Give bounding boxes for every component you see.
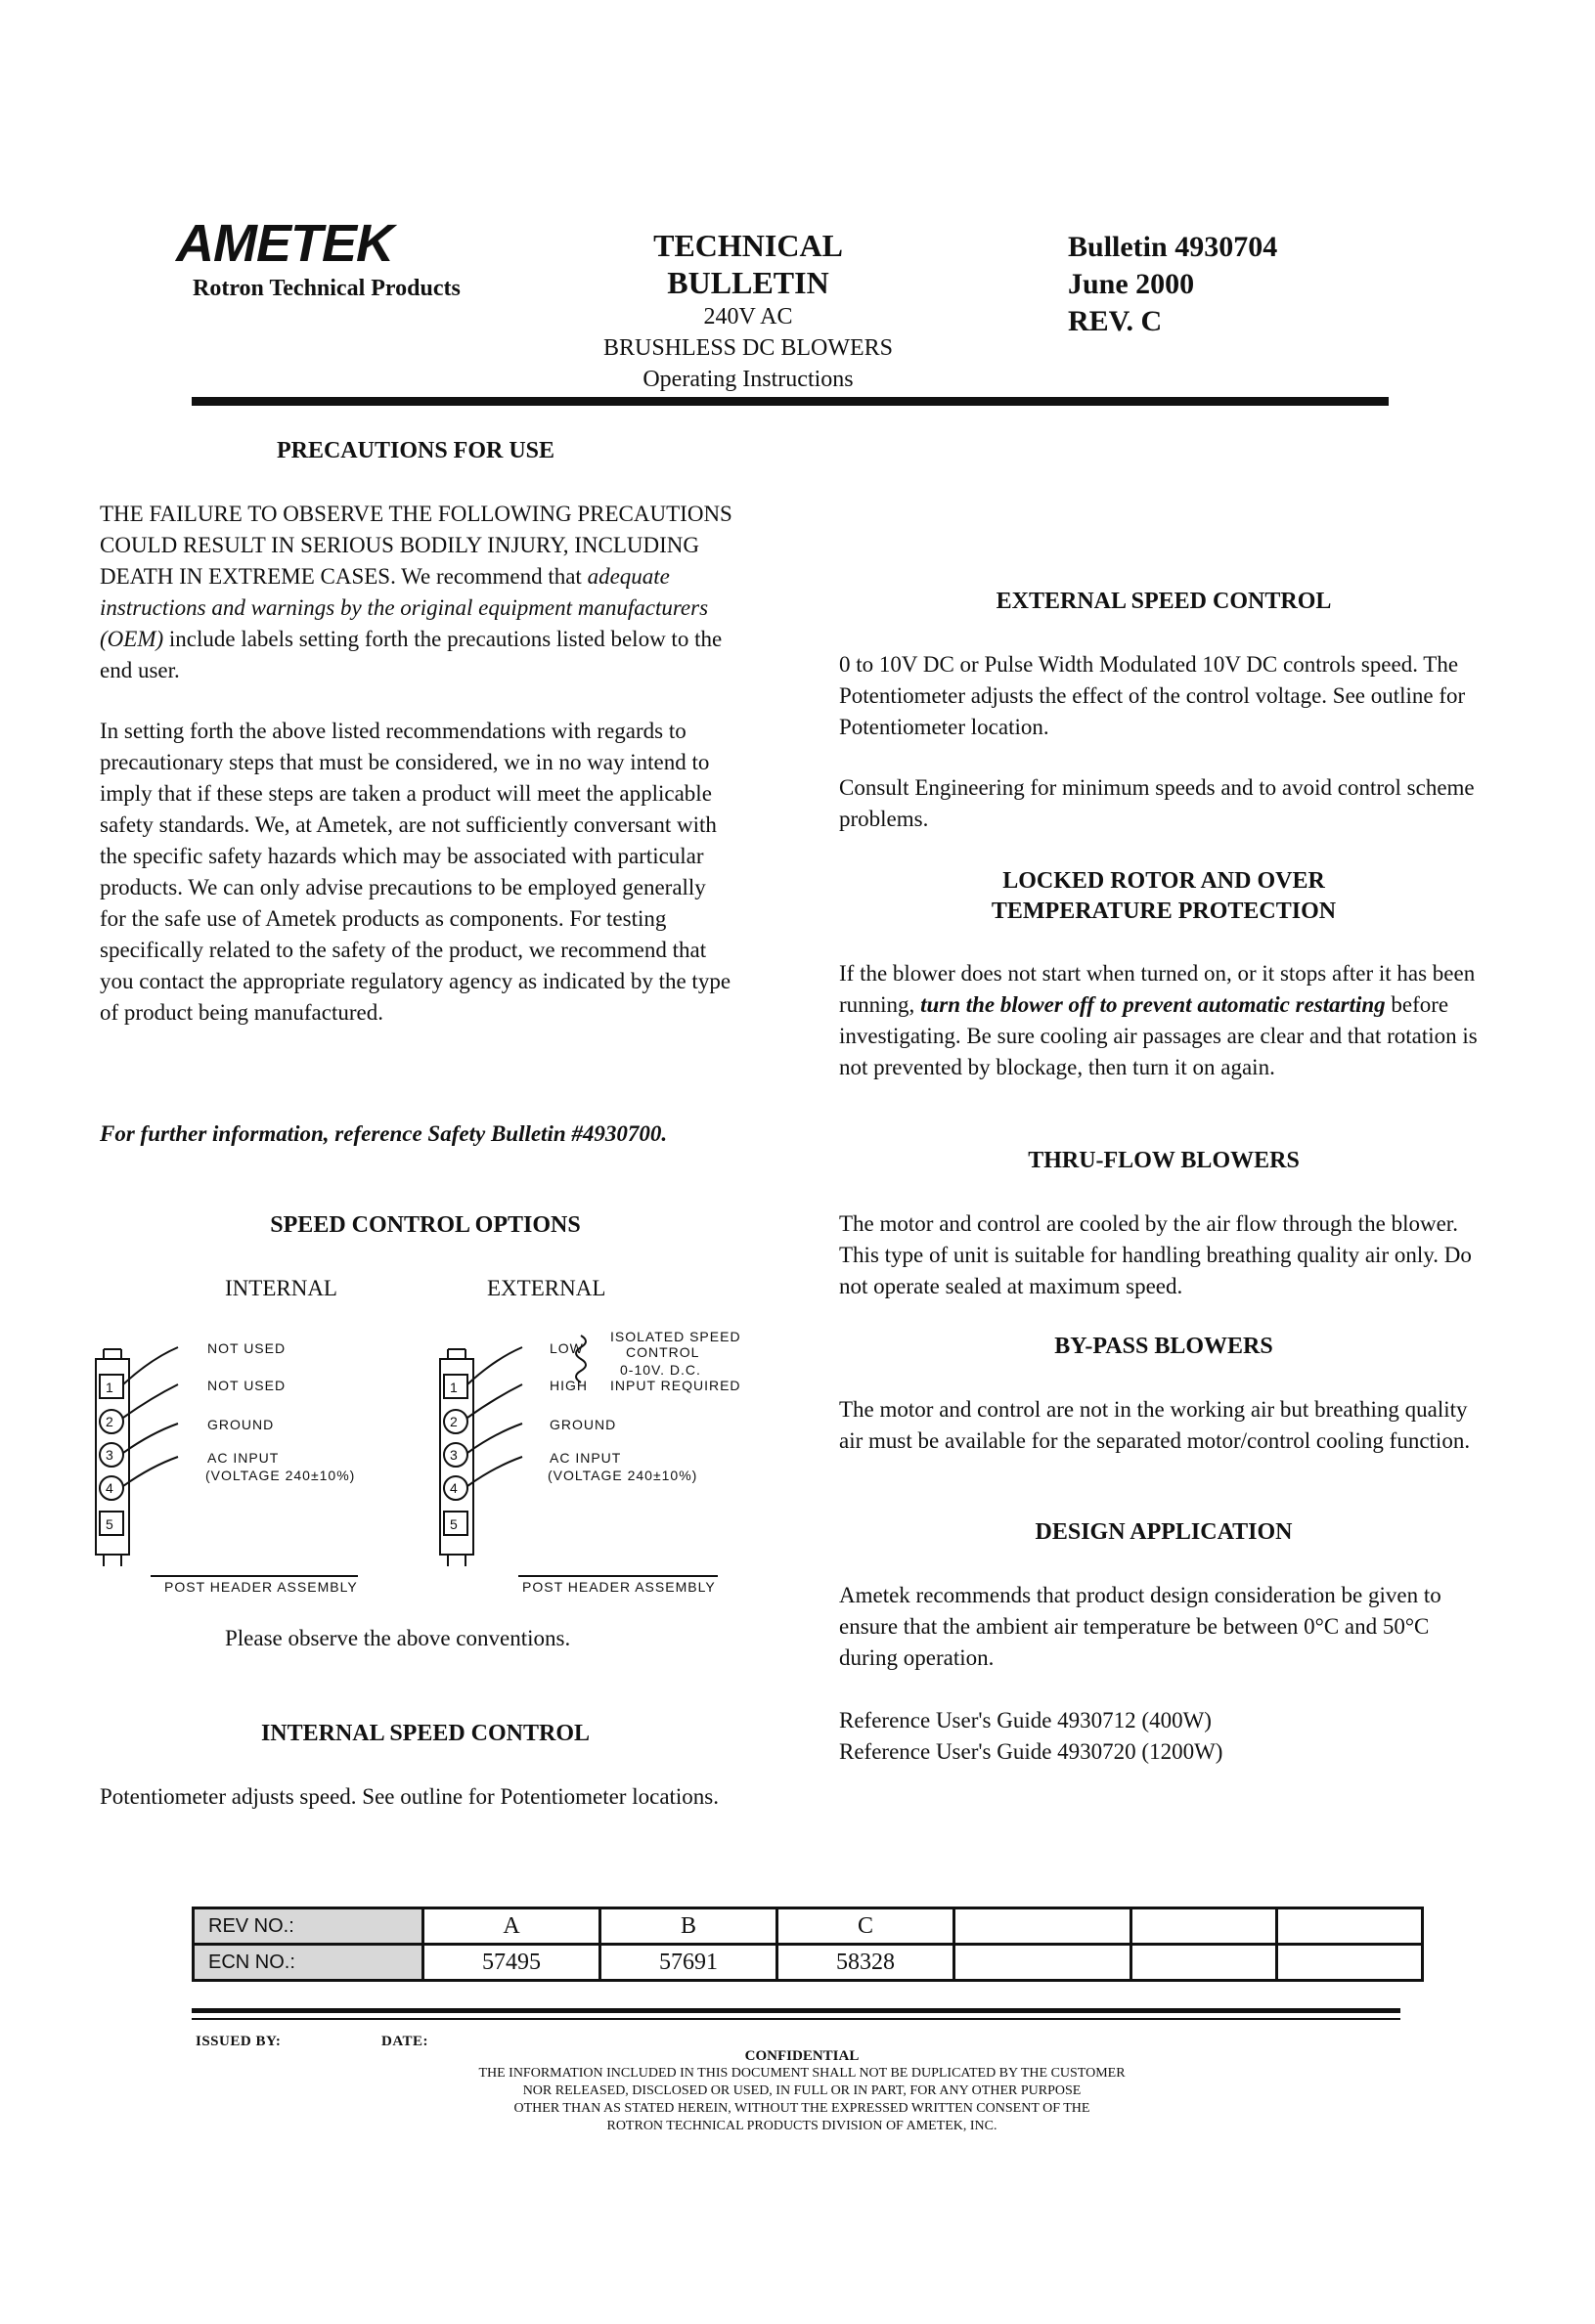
pin-number: 2 (106, 1414, 114, 1429)
bulletin-rev: REV. C (1068, 305, 1163, 337)
external-pin-label: (VOLTAGE 240±10%) (548, 1468, 698, 1483)
ecn-label: ECN NO.: (194, 1945, 423, 1981)
locked-rotor-text (839, 958, 1484, 1083)
issued-by-label: ISSUED BY: (196, 2034, 282, 2049)
subtitle-voltage: 240V AC (703, 304, 793, 329)
pin-number: 5 (450, 1516, 459, 1532)
ecn-cell (1277, 1945, 1423, 1981)
header-rule (192, 397, 1389, 406)
warning-italic: adequate instructions and warnings by the original equipment manufacturers (OEM) (100, 564, 709, 651)
observe-note: Please observe the above conventions. (225, 1626, 571, 1650)
pin-number: 4 (106, 1480, 114, 1496)
internal-speed-text: Potentiometer adjusts speed. See outline for Potentiometer locations. (100, 1784, 720, 1809)
ecn-cell: 57495 (423, 1945, 600, 1981)
rev-label: REV NO.: (194, 1908, 423, 1945)
warning-text-b: include labels setting forth the precautions listed below to the end user. (100, 627, 723, 682)
internal-pin-label: NOT USED (207, 1378, 287, 1393)
locked-rotor-heading (909, 866, 1418, 927)
bulletin-info (1068, 229, 1277, 340)
user-guide-ref-400w: Reference User's Guide 4930712 (400W) (839, 1708, 1212, 1732)
external-pin-label: AC INPUT (550, 1450, 622, 1466)
internal-pin-label: NOT USED (207, 1340, 287, 1356)
external-pin-label: LOW (550, 1340, 584, 1356)
ecn-cell (954, 1945, 1131, 1981)
external-pin-label: GROUND (550, 1417, 617, 1432)
bulletin-number: Bulletin 4930704 (1068, 231, 1278, 263)
confidential-notice (332, 2047, 1271, 2135)
warning-text-a: We recommend that (395, 564, 588, 589)
locked-rotor-text-b: before investigating. Be sure cooling air passages are clear and that rotation is not prevented by blockage, then turn it on again. (839, 992, 1478, 1079)
title-line-2: BULLETIN (667, 265, 829, 300)
confidential-line: THE INFORMATION INCLUDED IN THIS DOCUMENT SHALL NOT BE DUPLICATED BY THE CUSTOMER (478, 2066, 1126, 2081)
precautions-heading: PRECAUTIONS FOR USE (276, 438, 555, 463)
user-guide-references (839, 1705, 1484, 1768)
confidential-title: CONFIDENTIAL (744, 2048, 860, 2064)
speed-options-heading: SPEED CONTROL OPTIONS (270, 1212, 581, 1238)
warning-caps: THE FAILURE TO OBSERVE THE FOLLOWING PRECAUTIONS COULD RESULT IN SERIOUS BODILY INJURY, INCLUDING DEATH IN EXTREME CASES. (100, 502, 732, 589)
diagram-caption: POST HEADER ASSEMBLY (164, 1579, 358, 1594)
thru-flow-heading: THRU-FLOW BLOWERS (1028, 1148, 1300, 1173)
confidential-line: OTHER THAN AS STATED HEREIN, WITHOUT THE EXPRESSED WRITTEN CONSENT OF THE (513, 2101, 1090, 2116)
speed-control-note: CONTROL (626, 1344, 700, 1360)
pin-number: 5 (106, 1516, 114, 1532)
locked-rotor-text-a: If the blower does not start when turned on, or it stops after it has been running, (839, 961, 1476, 1017)
pin-number: 4 (450, 1480, 459, 1496)
internal-label: INTERNAL (225, 1276, 337, 1300)
confidential-line: NOR RELEASED, DISCLOSED OR USED, IN FULL OR IN PART, FOR ANY OTHER PURPOSE (522, 2083, 1082, 2098)
footer-rule (192, 2008, 1400, 2013)
design-application-text: Ametek recommends that product design consideration be given to ensure that the ambient air temperature be between 0°C and 50°C during operation. (839, 1583, 1441, 1670)
warning-paragraph (100, 499, 735, 686)
pin-number: 2 (450, 1414, 459, 1429)
revision-table (192, 1907, 1424, 1982)
subtitle-instructions: Operating Instructions (642, 367, 854, 392)
internal-speed-heading: INTERNAL SPEED CONTROL (260, 1721, 591, 1746)
locked-rotor-emphasis: turn the blower off to prevent automatic restarting (920, 992, 1386, 1017)
speed-control-note: 0-10V. D.C. (620, 1362, 701, 1378)
bulletin-date: June 2000 (1068, 268, 1195, 300)
speed-control-note: ISOLATED SPEED (610, 1329, 741, 1344)
ecn-cell: 58328 (777, 1945, 954, 1981)
rev-cell: A (423, 1908, 600, 1945)
rev-cell: C (777, 1908, 954, 1945)
pin-number: 1 (106, 1380, 114, 1395)
company-name: Rotron Technical Products (193, 276, 461, 301)
user-guide-ref-1200w: Reference User's Guide 4930720 (1200W) (839, 1739, 1223, 1764)
internal-pin-label: AC INPUT (207, 1450, 280, 1466)
rev-cell: B (600, 1908, 777, 1945)
recommendations-paragraph: In setting forth the above listed recommendations with regards to precautionary steps that must be considered, we in no way intend to imply that if these steps are taken a product will meet the applicable safety standards. We, at Ametek, are not sufficiently conversant with the specific safety hazards which may be associated with particular products. We can only advise precautions to be employed generally for the safe use of Ametek products as components. For testing specifically related to the safety of the product, we recommend that you contact the appropriate regulatory agency as indicated by the type of product being manufactured. (100, 719, 731, 1025)
locked-rotor-heading-line2: TEMPERATURE PROTECTION (991, 899, 1337, 924)
external-speed-heading: EXTERNAL SPEED CONTROL (996, 589, 1332, 614)
rev-cell (1131, 1908, 1277, 1945)
locked-rotor-heading-line1: LOCKED ROTOR AND OVER (1002, 868, 1325, 894)
design-application-heading: DESIGN APPLICATION (1035, 1519, 1293, 1545)
further-info: For further information, reference Safety Bulletin #4930700. (100, 1121, 668, 1146)
bypass-text: The motor and control are not in the working air but breathing quality air must be available for the separated motor/control cooling function. (839, 1397, 1471, 1453)
title-line-1: TECHNICAL (653, 228, 843, 263)
pin-number: 3 (106, 1447, 114, 1463)
speed-control-note: INPUT REQUIRED (610, 1378, 741, 1393)
external-speed-text: 0 to 10V DC or Pulse Width Modulated 10V DC controls speed. The Potentiometer adjusts the effect of the control voltage. See outline for Potentiometer location. (839, 652, 1466, 739)
ametek-logo: AMETEK (176, 214, 393, 273)
rev-row (194, 1908, 1423, 1945)
external-pin-label: HIGH (550, 1378, 588, 1393)
internal-pin-label: GROUND (207, 1417, 275, 1432)
pin-number: 3 (450, 1447, 459, 1463)
consult-engineering-text: Consult Engineering for minimum speeds and to avoid control scheme problems. (839, 775, 1475, 831)
thru-flow-text: The motor and control are cooled by the air flow through the blower. This type of unit is suitable for handling breathing quality air only. Do not operate sealed at maximum speed. (839, 1211, 1472, 1298)
rev-cell (1277, 1908, 1423, 1945)
internal-pin-label: (VOLTAGE 240±10%) (205, 1468, 356, 1483)
subtitle-product: BRUSHLESS DC BLOWERS (602, 335, 894, 361)
pin-number: 1 (450, 1380, 459, 1395)
date-label: DATE: (381, 2034, 429, 2049)
footer-rule-thin (192, 2018, 1400, 2020)
external-label: EXTERNAL (487, 1276, 606, 1300)
confidential-line: ROTRON TECHNICAL PRODUCTS DIVISION OF AMETEK, INC. (606, 2119, 997, 2133)
bypass-heading: BY-PASS BLOWERS (1054, 1334, 1273, 1359)
ecn-cell: 57691 (600, 1945, 777, 1981)
connector-diagram (92, 1320, 757, 1594)
ecn-row (194, 1945, 1423, 1981)
diagram-caption: POST HEADER ASSEMBLY (522, 1579, 716, 1594)
ecn-cell (1131, 1945, 1277, 1981)
rev-cell (954, 1908, 1131, 1945)
title-block (567, 227, 929, 395)
